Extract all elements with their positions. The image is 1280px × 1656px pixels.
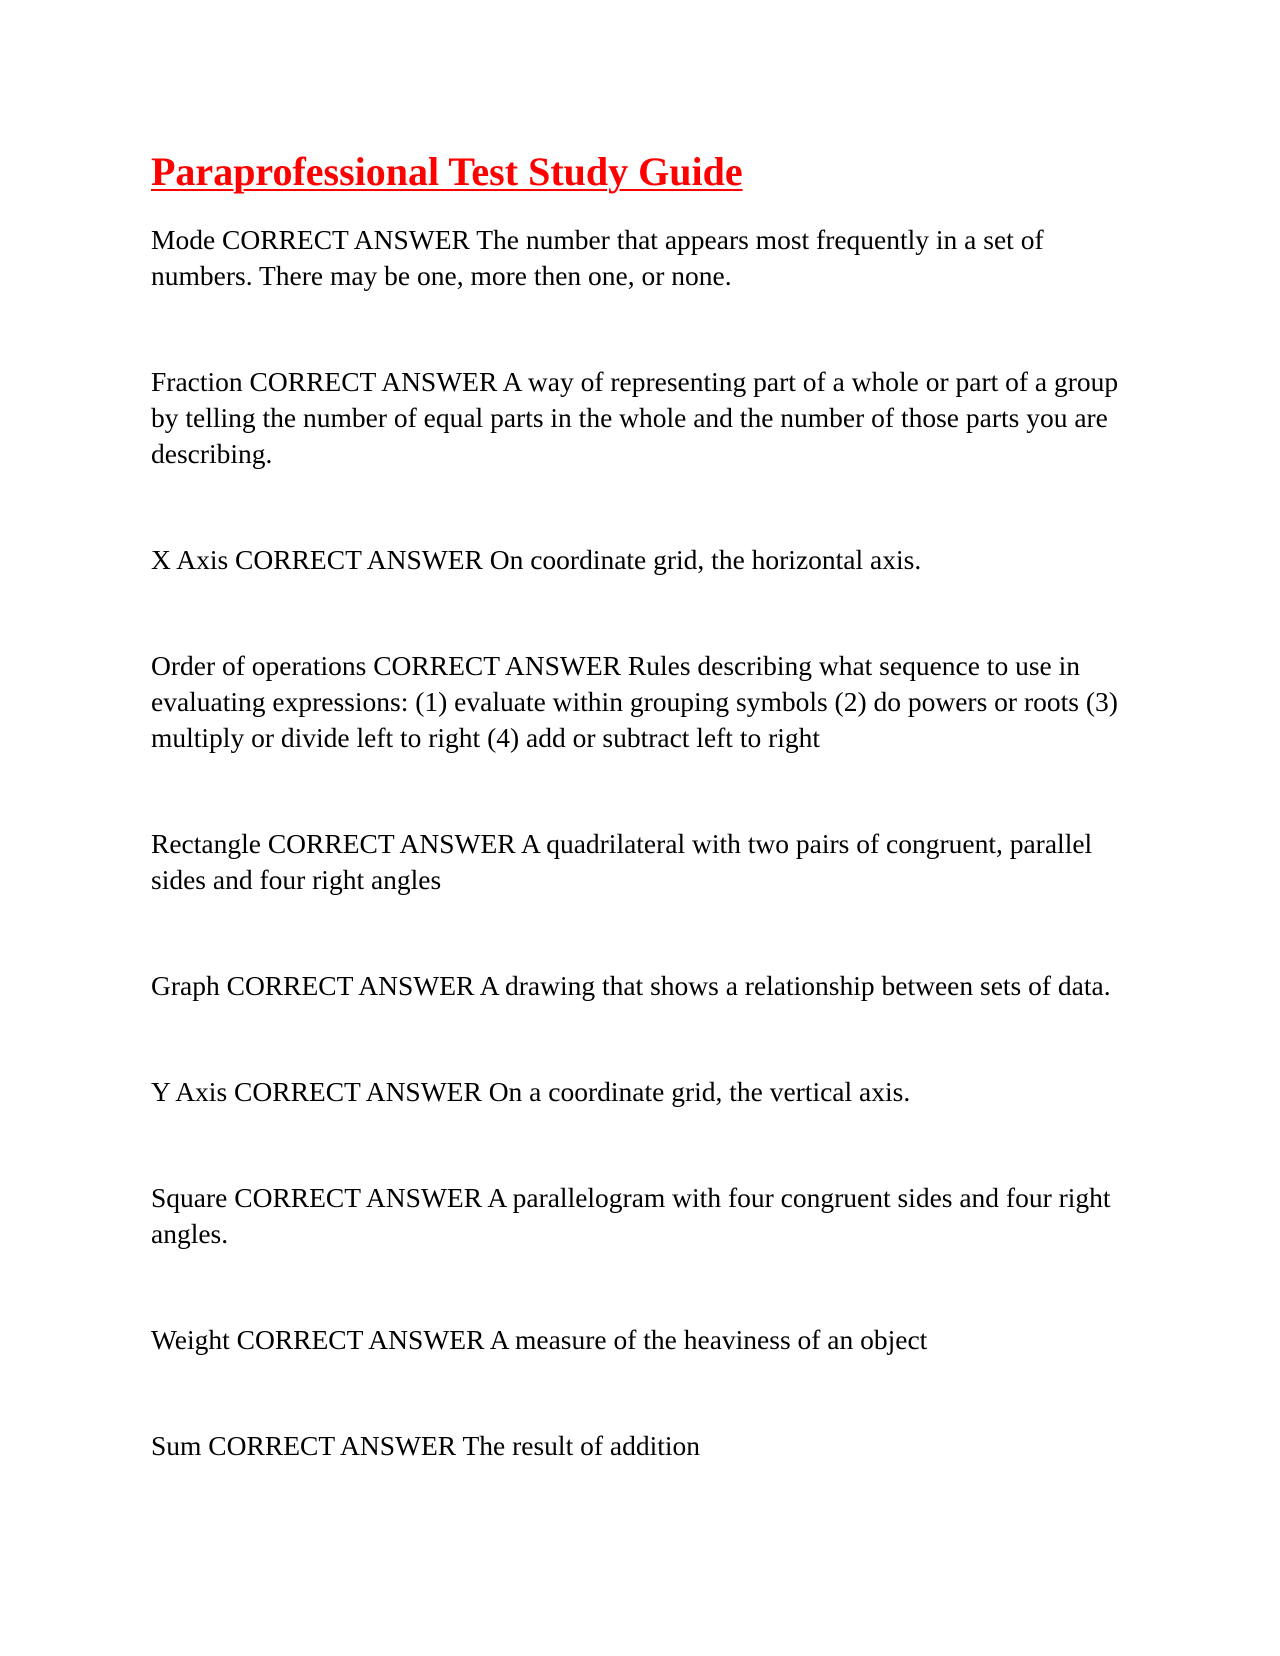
entry-sum: Sum CORRECT ANSWER The result of addition bbox=[151, 1430, 700, 1461]
entry-y-axis: Y Axis CORRECT ANSWER On a coordinate grid, the vertical axis. bbox=[151, 1076, 911, 1107]
entry-x-axis: X Axis CORRECT ANSWER On coordinate grid, the horizontal axis. bbox=[151, 544, 922, 575]
entry-square: Square CORRECT ANSWER A parallelogram with four congruent sides and four right angles. bbox=[151, 1182, 1111, 1249]
entry-fraction: Fraction CORRECT ANSWER A way of representing part of a whole or part of a group by telling the number of equal parts in the whole and the number of those parts you are describing. bbox=[151, 366, 1119, 469]
document-title: Paraprofessional Test Study Guide bbox=[151, 149, 743, 194]
entry-weight: Weight CORRECT ANSWER A measure of the heaviness of an object bbox=[151, 1324, 928, 1355]
entry-mode: Mode CORRECT ANSWER The number that appears most frequently in a set of numbers. There may be one, more then one, or none. bbox=[151, 224, 1044, 291]
document-body bbox=[151, 148, 1131, 1534]
entry-order-of-operations: Order of operations CORRECT ANSWER Rules describing what sequence to use in evaluating expressions: (1) evaluate within grouping symbols (2) do powers or roots (3) multiply or divide left to right (4) add or subtract left to right bbox=[151, 650, 1118, 753]
entry-graph: Graph CORRECT ANSWER A drawing that shows a relationship between sets of data. bbox=[151, 970, 1111, 1001]
entry-rectangle: Rectangle CORRECT ANSWER A quadrilateral with two pairs of congruent, parallel sides and four right angles bbox=[151, 828, 1093, 895]
